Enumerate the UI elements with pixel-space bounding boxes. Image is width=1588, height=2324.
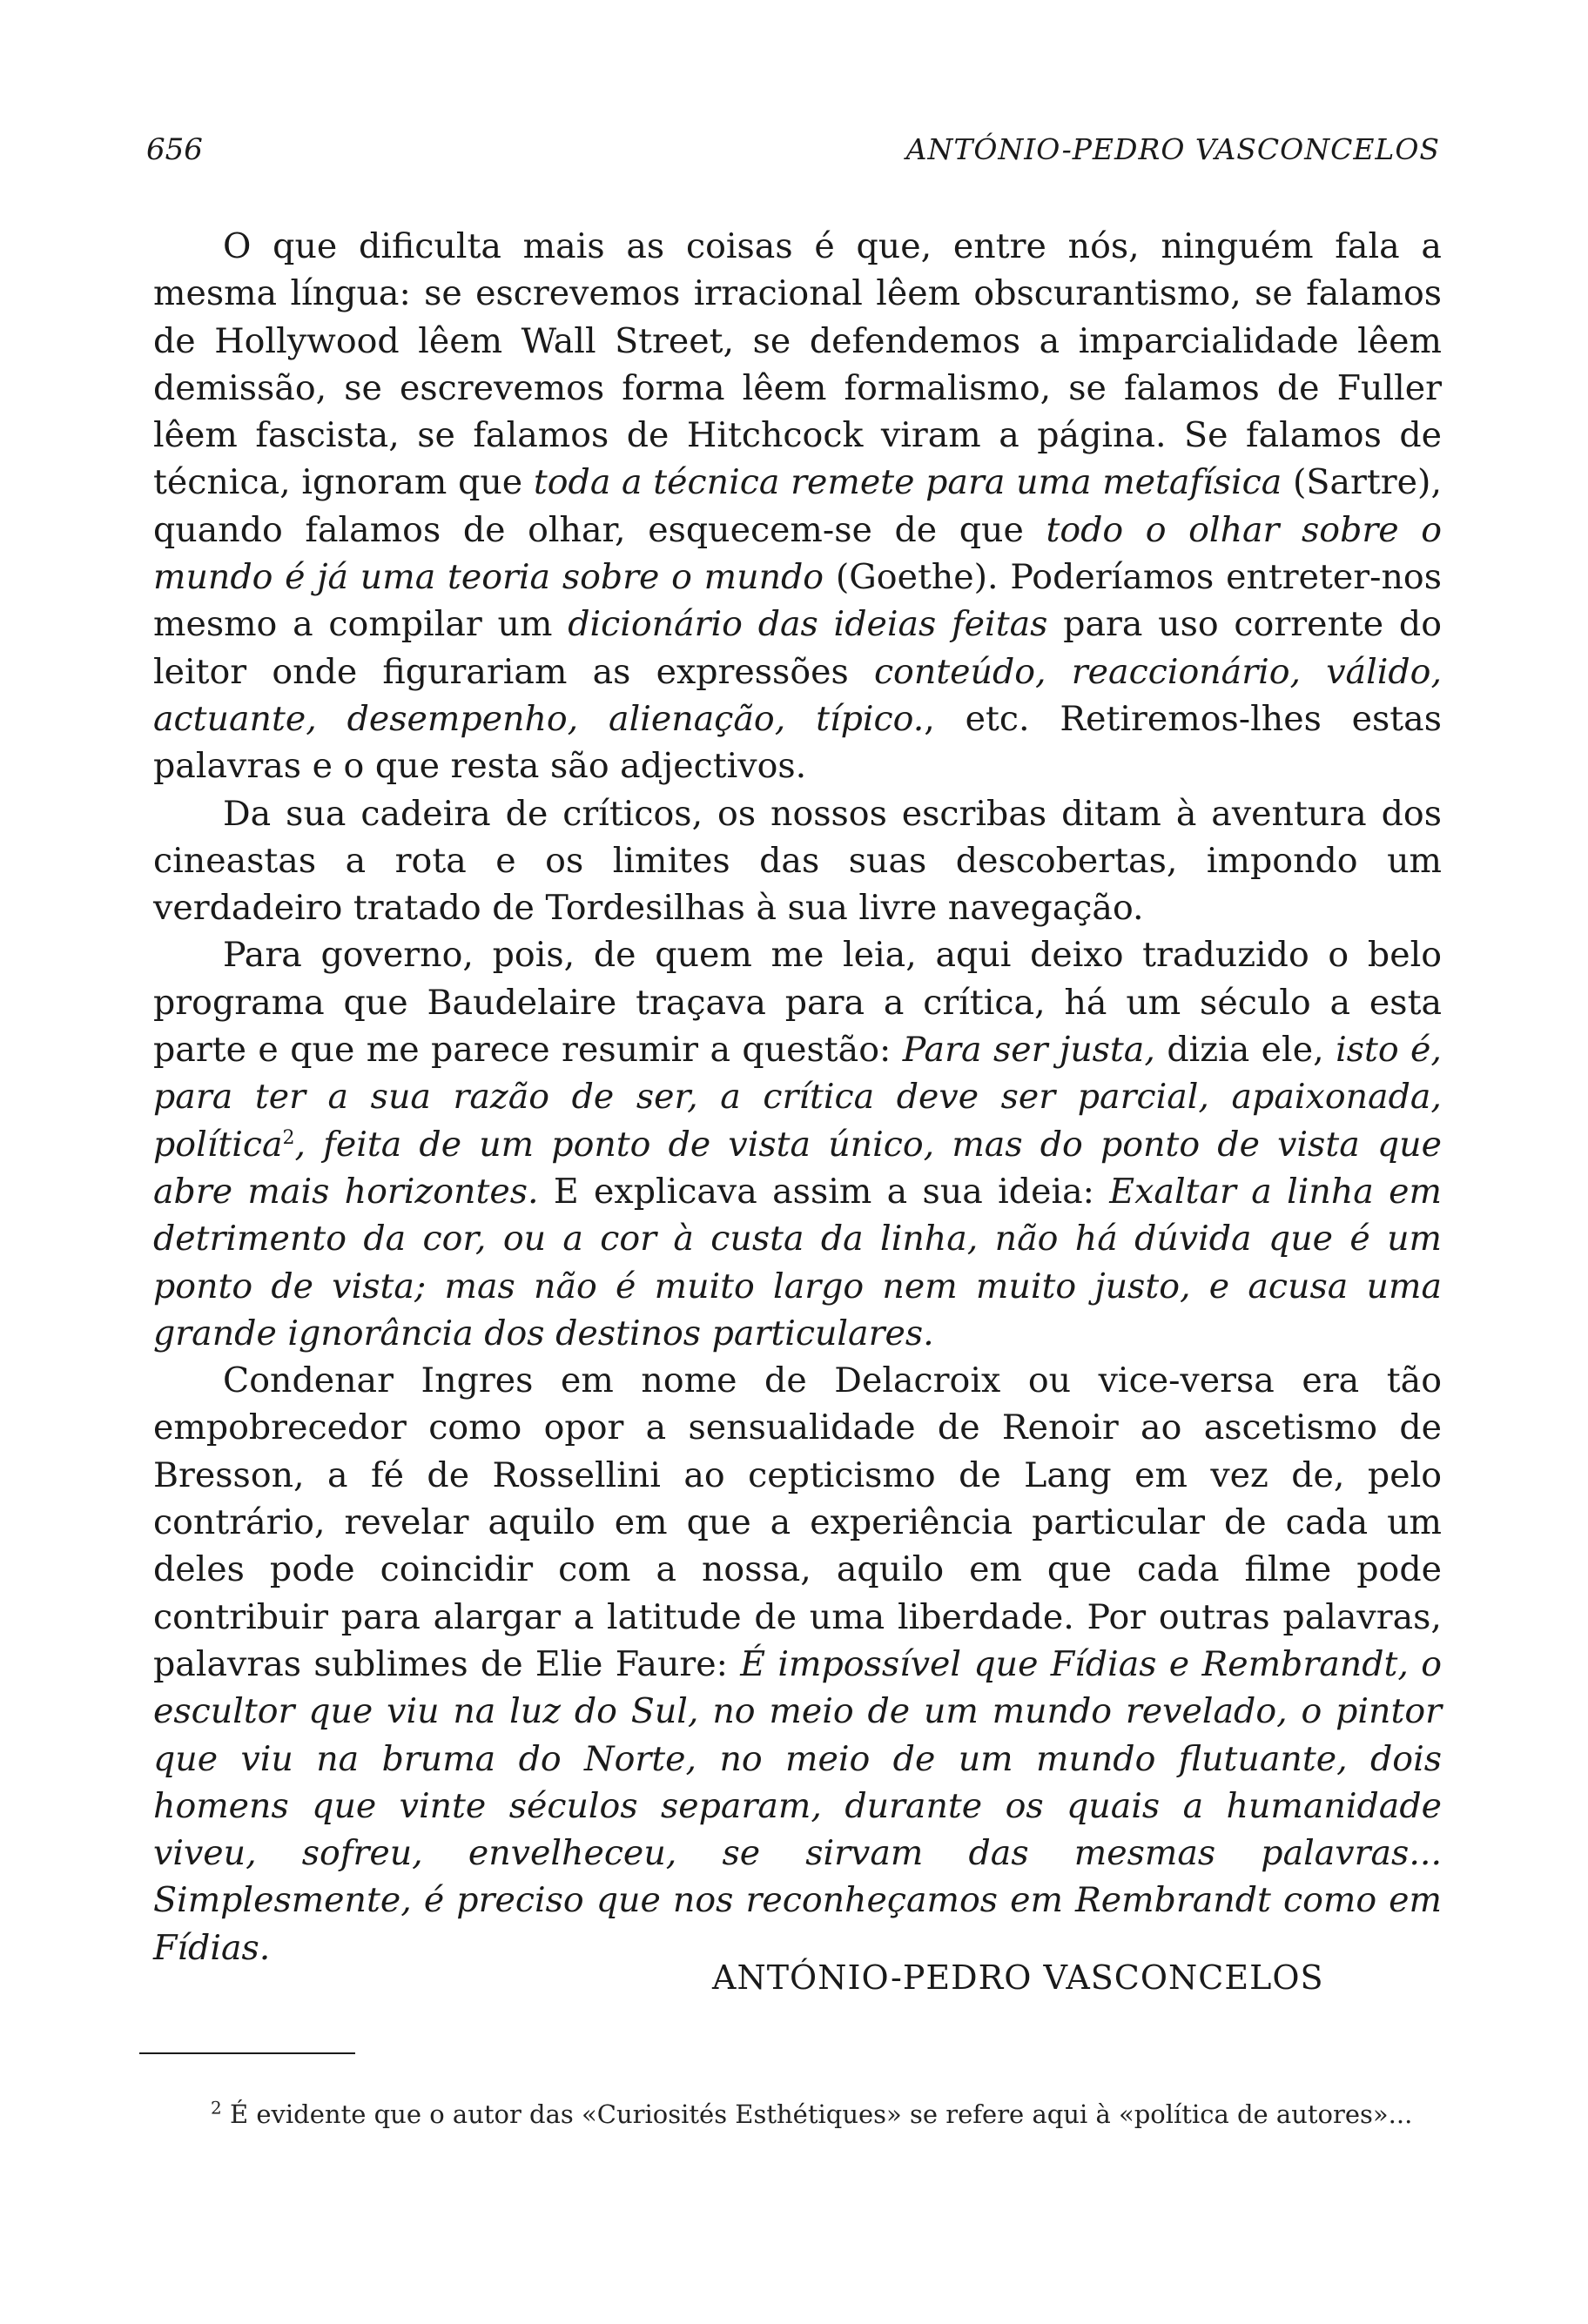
- footnote-marker: 2: [211, 2097, 222, 2119]
- paragraph-3: [153, 931, 1442, 1357]
- text-run: (Goethe). Poderíamos entreter-nos mesmo a compilar um: [153, 557, 1442, 645]
- text-run: Para governo, pois, de quem me leia, aqui deixo traduzido o belo programa que Baudelaire traçava para a crítica, há um século a esta parte e que me parece resumir a questão:: [153, 935, 1442, 1071]
- text-run: dizia ele,: [1154, 1030, 1336, 1071]
- italic-quote: todo o olhar sobre o mundo é já uma teoria sobre o mundo: [153, 509, 1443, 598]
- text-run: Da sua cadeira de críticos, os nossos escribas ditam à aventura dos cineastas a rota e os limites das suas descobertas, impondo um verdadeiro tratado de Tordesilhas à sua livre navegação.: [153, 793, 1442, 929]
- footnote-paragraph: [132, 2098, 1442, 2132]
- text-run: , etc. Retiremos-lhes estas palavras e o que resta são adjectivos.: [153, 698, 1443, 787]
- text-run: E explicava assim a sua ideia:: [538, 1171, 1110, 1212]
- italic-quote: , feita de um ponto de vista único, mas do ponto de vista que abre mais horizontes.: [153, 1124, 1442, 1212]
- footnote-divider: [139, 2052, 355, 2054]
- author-signature: ANTÓNIO-PEDRO VASCONCELOS: [712, 1958, 1324, 1997]
- text-run: para uso corrente do leitor onde figurariam as expressões: [153, 604, 1442, 692]
- italic-quote: isto é, para ter a sua razão de ser, a crítica deve ser parcial, apaixonada, política: [153, 1030, 1442, 1165]
- page-number: 656: [146, 132, 203, 167]
- italic-quote: Exaltar a linha em detrimento da cor, ou a cor à custa da linha, não há dúvida que é um ponto de vista; mas não é muito largo nem muito justo, e acusa uma grande ignorância dos destinos particulares.: [153, 1171, 1442, 1353]
- italic-quote: Para ser justa,: [902, 1030, 1155, 1071]
- page-header: [146, 132, 1440, 176]
- footnote: [132, 2098, 1442, 2132]
- text-run: O que dificulta mais as coisas é que, entre nós, ninguém fala a mesma língua: se escrevemos irracional lêem obscurantismo, se falamos de Hollywood lêem Wall Street, se defendemos a imparcialidade lêem demissão, se escrevemos forma lêem formalismo, se falamos de Fuller lêem fascista, se falamos de Hitchcock viram a página. Se falamos de técnica, ignoram que: [153, 226, 1442, 503]
- paragraph-4: [153, 1357, 1442, 1971]
- italic-quote: É impossível que Fídias e Rembrandt, o escultor que viu na luz do Sul, no meio de um mundo revelado, o pintor que viu na bruma do Norte, no meio de um mundo flutuante, dois homens que vinte séculos separam, durante os quais a humanidade viveu, sofreu, envelheceu, se sirvam das mesmas palavras... Simplesmente, é preciso que nos reconheçamos em Rembrandt como em Fídias.: [153, 1643, 1442, 1968]
- text-run: (Sartre), quando falamos de olhar, esquecem-se de que: [153, 462, 1443, 550]
- italic-terms: conteúdo, reaccionário, válido, actuante, desempenho, alienação, típico.: [153, 651, 1442, 739]
- article-body: [153, 223, 1442, 1971]
- paragraph-1: [153, 223, 1442, 790]
- text-run: Condenar Ingres em nome de Delacroix ou vice-versa era tão empobrecedor como opor a sensualidade de Renoir ao ascetismo de Bresson, a fé de Rossellini ao cepticismo de Lang em vez de, pelo contrário, revelar aquilo em que a experiência particular de cada um deles pode coincidir com a nossa, aquilo em que cada filme pode contribuir para alargar a latitude de uma liberdade. Por outras palavras, palavras sublimes de Elie Faure:: [153, 1360, 1442, 1684]
- italic-quote: toda a técnica remete para uma metafísica: [533, 462, 1282, 503]
- footnote-text: É evidente que o autor das «Curiosités Esthétiques» se refere aqui à «política de autores»...: [229, 2099, 1413, 2129]
- italic-title: dicionário das ideias feitas: [568, 604, 1048, 645]
- running-head: ANTÓNIO-PEDRO VASCONCELOS: [905, 132, 1440, 166]
- footnote-reference: 2: [282, 1126, 295, 1149]
- paragraph-2: [153, 790, 1442, 932]
